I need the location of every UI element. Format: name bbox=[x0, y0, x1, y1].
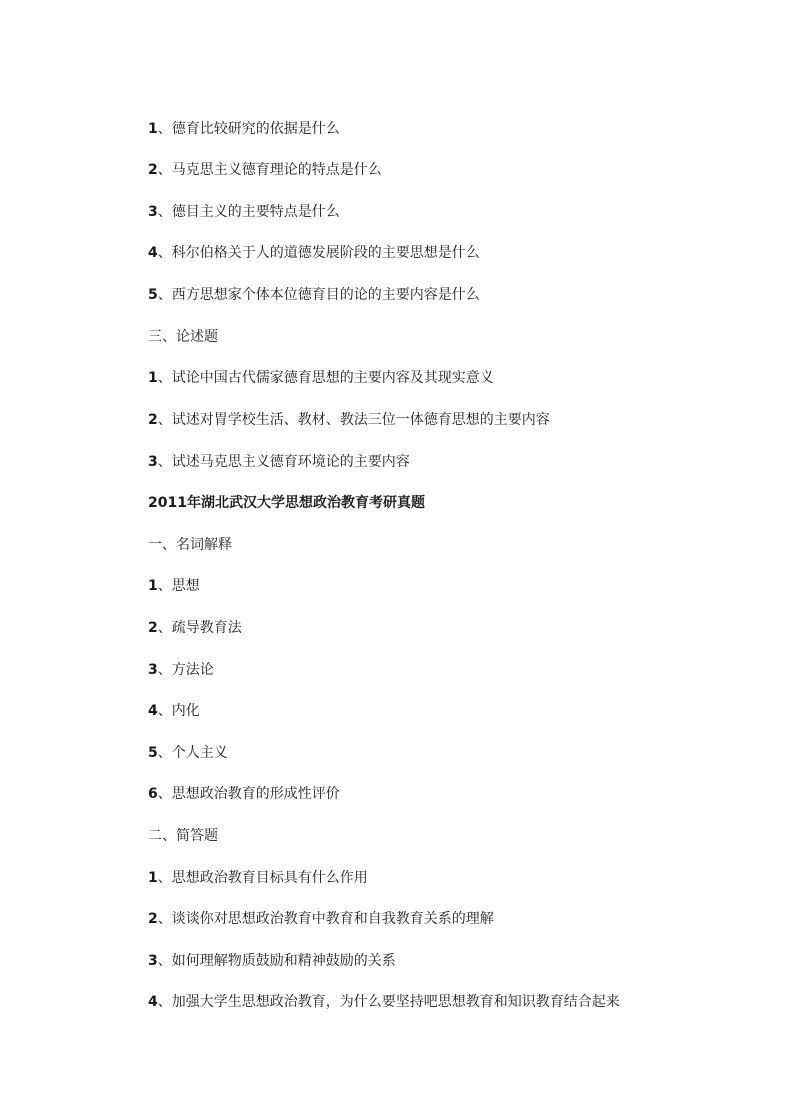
item-text: 、谈谈你对思想政治教育中教育和自我教育关系的理解 bbox=[157, 911, 494, 927]
exam-title-text: 年湖北武汉大学思想政治教育考研真题 bbox=[186, 495, 425, 511]
item-text: 、试论中国古代儒家德育思想的主要内容及其现实意义 bbox=[157, 370, 494, 386]
item-text: 、试述对胃学校生活、教材、教法三位一体德育思想的主要内容 bbox=[157, 412, 550, 428]
item-text: 一、名词解释 bbox=[148, 537, 232, 553]
item-text: 三、论述题 bbox=[148, 329, 218, 345]
item-number: 4 bbox=[148, 245, 158, 261]
question-line bbox=[148, 661, 214, 679]
item-number: 1 bbox=[148, 121, 158, 137]
item-text: 、思想政治教育目标具有什么作用 bbox=[157, 870, 368, 886]
item-number: 1 bbox=[148, 870, 158, 886]
item-number: 3 bbox=[148, 662, 158, 678]
item-number: 6 bbox=[148, 786, 158, 802]
question-line bbox=[148, 952, 396, 970]
question-line bbox=[148, 120, 340, 138]
exam-year: 2011 bbox=[148, 495, 187, 511]
item-text: 、个人主义 bbox=[157, 745, 228, 761]
exam-title bbox=[148, 494, 425, 512]
item-number: 4 bbox=[148, 994, 158, 1010]
item-number: 3 bbox=[148, 454, 158, 470]
item-text: 、疏导教育法 bbox=[157, 620, 242, 636]
item-number: 2 bbox=[148, 620, 158, 636]
question-line bbox=[148, 411, 550, 429]
question-line bbox=[148, 744, 228, 762]
item-text: 、方法论 bbox=[157, 662, 214, 678]
item-number: 2 bbox=[148, 911, 158, 927]
question-line bbox=[148, 869, 368, 887]
item-text: 、马克思主义德育理论的特点是什么 bbox=[157, 162, 382, 178]
item-text: 、试述马克思主义德育环境论的主要内容 bbox=[157, 454, 410, 470]
question-line bbox=[148, 785, 340, 803]
item-number: 2 bbox=[148, 162, 158, 178]
section-heading bbox=[148, 827, 218, 845]
question-line bbox=[148, 577, 200, 595]
question-line bbox=[148, 453, 410, 471]
question-line bbox=[148, 619, 242, 637]
item-number: 5 bbox=[148, 287, 158, 303]
item-text: 二、简答题 bbox=[148, 828, 218, 844]
item-number: 4 bbox=[148, 703, 158, 719]
item-text: 、思想政治教育的形成性评价 bbox=[157, 786, 340, 802]
question-line bbox=[148, 203, 340, 221]
item-text: 、内化 bbox=[157, 703, 200, 719]
item-number: 5 bbox=[148, 745, 158, 761]
item-text: 、加强大学生思想政治教育，为什么要坚持吧思想教育和知识教育结合起来 bbox=[157, 994, 620, 1010]
question-line bbox=[148, 286, 480, 304]
item-text: 、德育比较研究的依据是什么 bbox=[157, 121, 340, 137]
item-number: 3 bbox=[148, 953, 158, 969]
item-text: 、西方思想家个体本位德育目的论的主要内容是什么 bbox=[157, 287, 480, 303]
item-text: 、德目主义的主要特点是什么 bbox=[157, 204, 340, 220]
item-text: 、如何理解物质鼓励和精神鼓励的关系 bbox=[157, 953, 396, 969]
item-number: 1 bbox=[148, 578, 158, 594]
question-line bbox=[148, 244, 480, 262]
item-number: 2 bbox=[148, 412, 158, 428]
question-line bbox=[148, 161, 382, 179]
item-text: 、科尔伯格关于人的道德发展阶段的主要思想是什么 bbox=[157, 245, 480, 261]
question-line bbox=[148, 910, 494, 928]
question-line bbox=[148, 369, 494, 387]
item-text: 、思想 bbox=[157, 578, 200, 594]
item-number: 3 bbox=[148, 204, 158, 220]
item-number: 1 bbox=[148, 370, 158, 386]
question-line bbox=[148, 993, 620, 1011]
question-line bbox=[148, 702, 200, 720]
section-heading bbox=[148, 536, 232, 554]
section-heading bbox=[148, 328, 218, 346]
